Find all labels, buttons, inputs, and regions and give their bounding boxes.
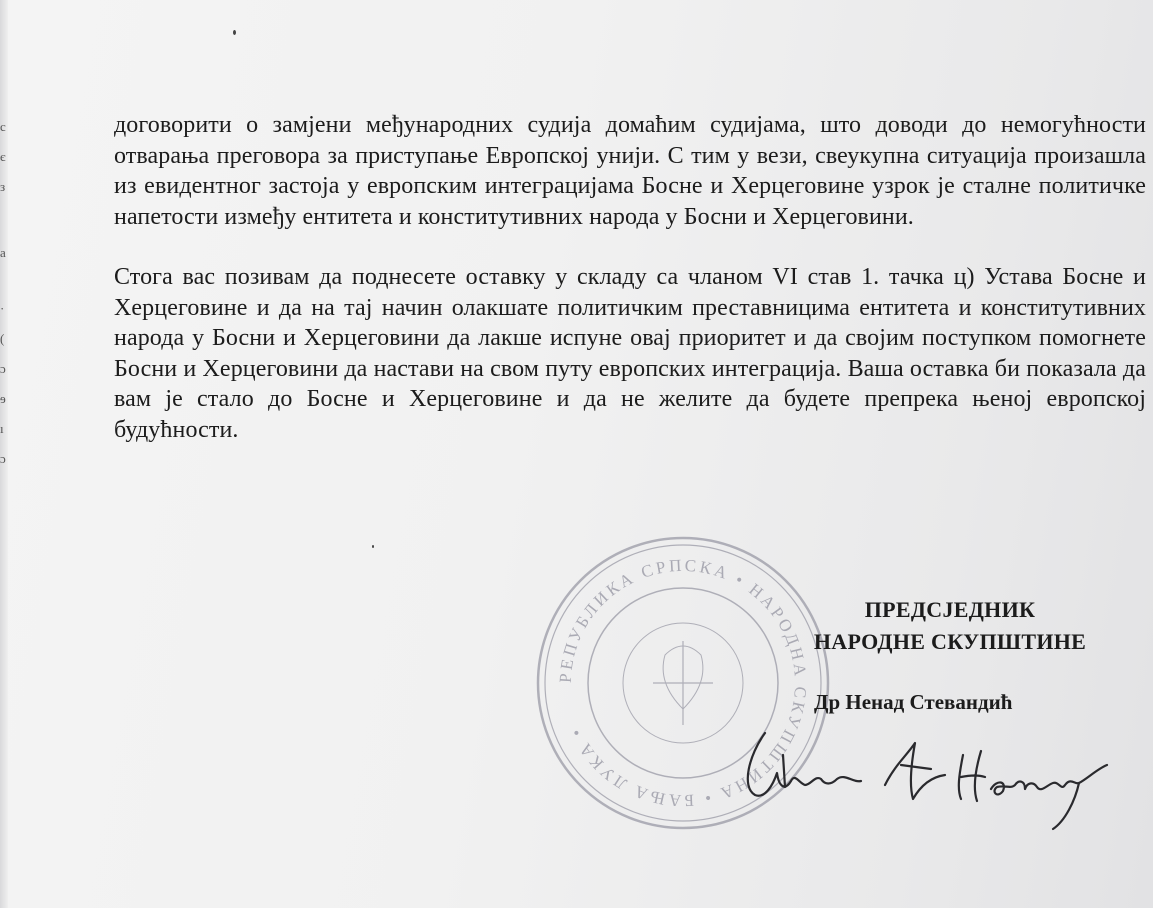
paper-speck bbox=[233, 30, 236, 35]
paper-speck bbox=[372, 545, 374, 548]
signatory-title-line2: НАРОДНЕ СКУПШТИНЕ bbox=[813, 629, 1087, 654]
margin-mark: є bbox=[0, 149, 6, 164]
margin-mark: ɘ bbox=[0, 391, 6, 406]
signatory-title-line1: ПРЕДСЈЕДНИК bbox=[864, 597, 1036, 622]
letter-body bbox=[114, 110, 1146, 475]
margin-mark: ( bbox=[0, 331, 5, 346]
stamp-ring-text: РЕПУБЛИКА СРПСКА • НАРОДНА СКУПШТИНА • БАЊА ЛУКА • bbox=[555, 555, 811, 811]
margin-mark: ɔ bbox=[0, 361, 6, 376]
handwritten-signature bbox=[735, 725, 1135, 835]
margin-mark: ı bbox=[0, 421, 4, 436]
margin-mark: а bbox=[0, 245, 6, 260]
left-margin-cut-letters bbox=[0, 112, 10, 474]
signature-block bbox=[760, 594, 1140, 714]
margin-mark: ɔ bbox=[0, 451, 6, 466]
margin-mark: c bbox=[0, 119, 6, 134]
paragraph-2: Стога вас позивам да поднесете оставку у складу са чланом VI став 1. тачка ц) Устава Босне и Херцеговине и да на тај начин олакшате политичким преставницима ентитета и конститутивних народа у Босни и Херцеговини да лакше испуне овај приоритет и да својим поступком помогнете Босни и Херцеговини да настави на свом путу европских интеграција. Ваша оставка би показала да вам је стало до Босне и Херцеговине и да не желите да будете препрека њеној европској будућности. bbox=[114, 264, 1146, 443]
margin-mark: · bbox=[0, 301, 5, 316]
signatory-name: Др Ненад Стевандић bbox=[814, 690, 1013, 714]
margin-mark: з bbox=[0, 179, 6, 194]
paragraph-1: договорити о замјени међународних судија домаћим судијама, што доводи до немогућности отварања преговора за приступање Европској унији. С тим у вези, свеукупна ситуација произашла из евидентног застоја у европским интеграцијама Босне и Херцеговине узрок је сталне политичке напетости између ентитета и конститутивних народа у Босни и Херцеговини. bbox=[114, 112, 1146, 230]
